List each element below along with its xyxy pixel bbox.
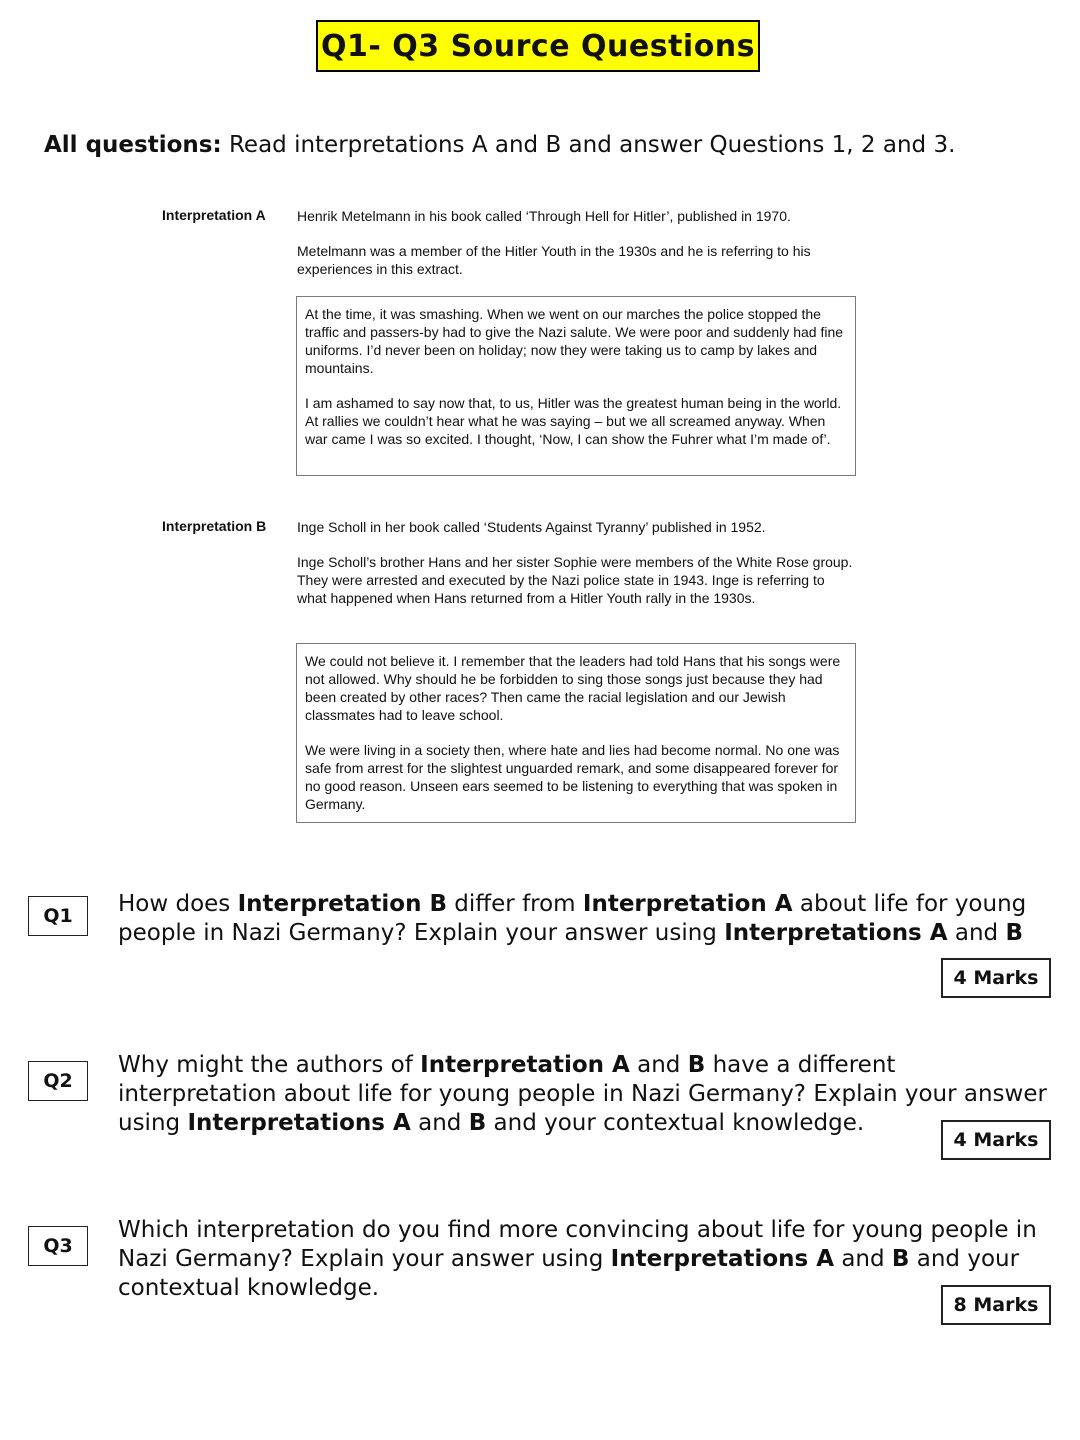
- question-emphasis: Interpretation A: [420, 1052, 630, 1078]
- question-text-run: and: [629, 1052, 688, 1078]
- interpretation-a-context: Metelmann was a member of the Hitler Youth in the 1930s and he is referring to his experiences in this extract.: [297, 243, 811, 277]
- interpretation-b-source: Inge Scholl in her book called ‘Students Against Tyranny’ published in 1952.: [297, 519, 766, 535]
- page-title: Q1- Q3 Source Questions: [316, 20, 760, 72]
- question-text-run: and your contextual knowledge.: [118, 1246, 1020, 1301]
- interpretation-a-source: Henrik Metelmann in his book called ‘Through Hell for Hitler’, published in 1970.: [297, 208, 791, 224]
- instructions-text: Read interpretations A and B and answer Questions 1, 2 and 3.: [221, 132, 956, 158]
- question-text-run: Which interpretation do you find more convincing about life for young people in Nazi Germany? Explain your answer using: [118, 1217, 1037, 1272]
- question-emphasis: Interpretations A: [724, 920, 948, 946]
- question-1-marks: 4 Marks: [941, 958, 1051, 998]
- question-emphasis: Interpretation A: [582, 891, 793, 917]
- question-1-text: [118, 890, 1058, 948]
- question-2-text: [118, 1051, 1058, 1138]
- question-emphasis: B: [687, 1052, 706, 1078]
- question-3-label: Q3: [28, 1226, 88, 1266]
- interpretation-a-info: [297, 207, 857, 278]
- question-2-marks: 4 Marks: [941, 1120, 1051, 1160]
- question-text-run: How does: [118, 891, 238, 917]
- interpretation-b-extract: [296, 643, 856, 823]
- question-3-text: [118, 1216, 1058, 1303]
- instructions: [44, 132, 955, 158]
- question-emphasis: Interpretation B: [237, 891, 447, 917]
- question-text-run: and: [947, 920, 1006, 946]
- question-text-run: have a different interpretation about life for young people in Nazi Germany? Explain your answer using: [118, 1052, 1047, 1136]
- extract-paragraph: At the time, it was smashing. When we went on our marches the police stopped the traffic and passers-by had to give the Nazi salute. We were poor and suddenly had fine uniforms. I’d never been on holiday; now they were taking us to camp by lakes and mountains.: [305, 306, 844, 376]
- extract-paragraph: I am ashamed to say now that, to us, Hitler was the greatest human being in the world. At rallies we couldn’t hear what he was saying – but we all screamed anyway. When war came I was so excited. I thought, ‘Now, I can show the Fuhrer what I’m made of’.: [305, 395, 842, 447]
- question-2-label: Q2: [28, 1061, 88, 1101]
- question-text-run: about life for young people in Nazi Germany? Explain your answer using: [118, 891, 1027, 946]
- interpretation-b-label: Interpretation B: [162, 518, 267, 534]
- interpretation-a-label: Interpretation A: [162, 207, 266, 223]
- extract-paragraph: We were living in a society then, where hate and lies had become normal. No one was safe from arrest for the slightest unguarded remark, and some disappeared forever for no good reason. Unseen ears seemed to be listening to everything that was spoken in Germany.: [305, 742, 840, 812]
- question-text-run: and: [834, 1246, 892, 1272]
- question-text-run: differ from: [447, 891, 583, 917]
- question-emphasis: Interpretations A: [187, 1110, 411, 1136]
- question-emphasis: Interpretations A: [610, 1246, 835, 1272]
- interpretation-b-info: [297, 518, 857, 607]
- question-text-run: Why might the authors of: [118, 1052, 421, 1078]
- instructions-prefix: All questions:: [44, 132, 222, 158]
- question-emphasis: B: [891, 1246, 910, 1272]
- question-3-marks: 8 Marks: [941, 1285, 1051, 1325]
- interpretation-a-extract: [296, 296, 856, 476]
- question-emphasis: B: [1005, 920, 1023, 946]
- interpretation-b-context: Inge Scholl’s brother Hans and her sister Sophie were members of the White Rose group. They were arrested and executed by the Nazi police state in 1943. Inge is referring to what happened when Hans returned from a Hitler Youth rally in the 1930s.: [297, 554, 853, 606]
- question-1-label: Q1: [28, 896, 88, 936]
- extract-paragraph: We could not believe it. I remember that the leaders had told Hans that his songs were not allowed. Why should he be forbidden to sing those songs just because they had been created by other races? Then came the racial legislation and our Jewish classmates had to leave school.: [305, 653, 841, 723]
- question-text-run: and: [410, 1110, 469, 1136]
- question-emphasis: B: [468, 1110, 487, 1136]
- question-text-run: and your contextual knowledge.: [486, 1110, 865, 1136]
